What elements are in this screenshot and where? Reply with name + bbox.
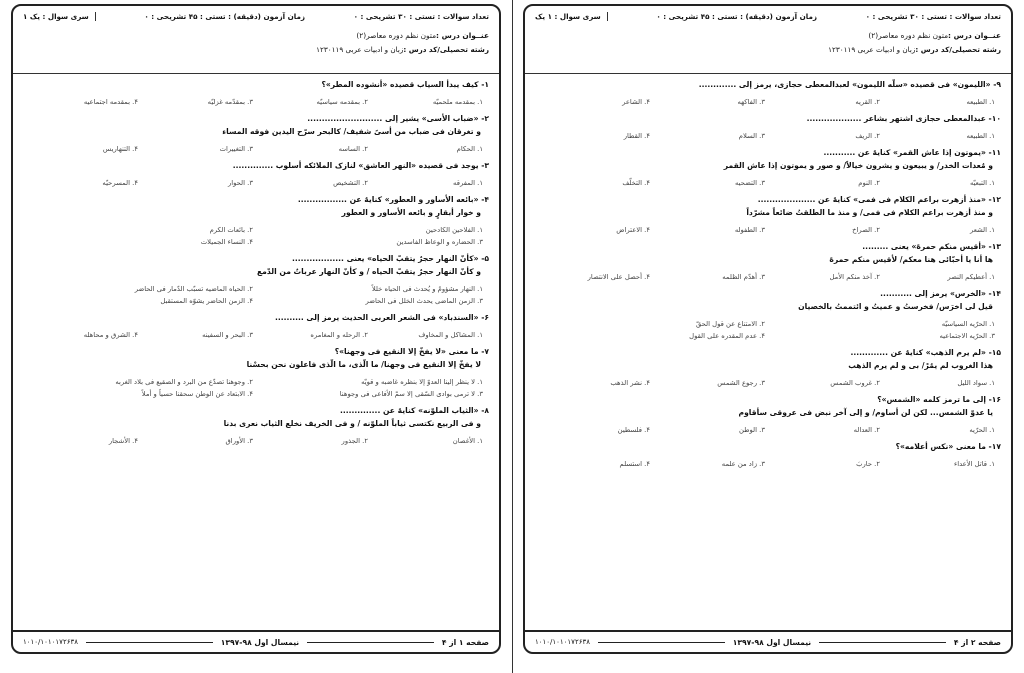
semester: نیمسال اول ۹۸-۱۳۹۷ — [220, 637, 300, 647]
answer-options — [23, 177, 489, 189]
question-count: تعداد سوالات : تستی : ۳۰ تشریحی : ۰ — [353, 12, 489, 21]
answer-option: ۴. بمقدمه اجتماعیه — [83, 98, 138, 106]
answer-option: ۱. أعطیکم النصر — [947, 273, 995, 281]
exam-page-1 — [11, 4, 501, 654]
field-code-value: زبان و ادبیات عربی ۱۲۳۰۱۱۹ — [316, 45, 404, 54]
question-item — [23, 78, 489, 108]
answer-option: ۳. الطفوله — [734, 226, 765, 234]
answer-option: ۴. الشاعر — [622, 98, 650, 106]
question-stem: ۱۰- عبدالمعطی حجازی اشتهر بشاعر ................... — [806, 114, 1001, 123]
answer-options — [535, 177, 1001, 189]
answer-options — [535, 130, 1001, 142]
answer-option: ۱. بمقدمه ملحمیّه — [432, 98, 483, 106]
answer-option: ۳. زاد من علمه — [721, 460, 765, 468]
question-stem: ۳- یوجد فی قصیده «النهر العاشق» لنازک الملائکه أسلوب .............. — [232, 161, 489, 170]
question-item — [535, 393, 1001, 436]
answer-option: ۲. الامتناع عن قول الحقّ — [695, 320, 765, 328]
field-code-label: رشته تحصیلی/کد درس : — [403, 45, 489, 54]
answer-option: ۲. العداله — [853, 426, 880, 434]
question-verse: لا یفخّ إلا النقیع فی وجهنا/ ما الّذی، ما الّذی فاعلون نحن بحسْنا — [246, 360, 481, 369]
question-stem: ۴- «بائعه الأساور و العطور» کنایهٌ عن ................. — [297, 195, 489, 204]
answer-options — [23, 96, 489, 108]
question-stem: ۱۷- ما معنی «نکس أعلامه»؟ — [895, 442, 1001, 451]
question-item — [23, 404, 489, 447]
field-code-row — [13, 40, 499, 54]
answer-option: ۳. أهدّم الظلمه — [722, 273, 765, 281]
exam-header — [525, 6, 1011, 74]
answer-option: ۴. عدم المقدره علی القول — [689, 332, 765, 340]
footer-rule — [307, 642, 434, 643]
footer-rule — [86, 642, 213, 643]
answer-option: ۱. النهار مشؤومٌ و یُحدث فی الحیاه خللاً — [371, 285, 483, 293]
exam-header — [13, 6, 499, 74]
answer-options — [23, 224, 489, 248]
question-verse: قیل لی اخرَس/ فخرستُ و عمیتُ و ائتممتُ بالخصیان — [798, 302, 993, 311]
answer-option: ۴. الاعتراض — [616, 226, 650, 234]
exam-code: ۱۰۱۰/۱۰۱۰۱۷۲۶۳۸ — [22, 638, 78, 646]
question-verse: و تغرقان فی ضباب من أسیً شفیف/ کالبحر سرّح الیدین فوقه المساء — [222, 127, 481, 136]
course-title-value: متون نظم دوره معاصر(۲) — [356, 31, 437, 40]
answer-option: ۲. الصراخ — [852, 226, 880, 234]
answer-option: ۳. لا ترمی بوادی السّقی إلا سمّ الأفاعی فی وجوهنا — [339, 390, 483, 398]
question-verse: و فی الربیع نکتسی ثیاباً الملوّنه / و فی الخریف نخلع الثیاب نعری بدنا — [223, 419, 481, 428]
answer-option: ۳. الحضاره و الوعاظ الفاسدین — [396, 238, 483, 246]
question-item — [23, 159, 489, 189]
question-stem: ۱۱- «یموتون إذا عاش القمر» کنایهٌ عن ........... — [823, 148, 1001, 157]
question-verse: و مُعدات الخدر/ و یبیعون و یشرون خیالاً/ و صور و یموتون إذا عاش القمر — [723, 161, 993, 170]
answer-option: ۲. الحیاه الماضیه تسبّب الدّمار فی الحاضر — [134, 285, 253, 293]
footer-rule — [598, 642, 725, 643]
exam-footer — [13, 630, 499, 652]
answer-options — [535, 377, 1001, 389]
question-item — [23, 252, 489, 307]
question-stem: ۱۴- «الخرس» یرمز إلی ........... — [880, 289, 1001, 298]
question-stem: ۹- «اللیمون» فی قصیده «سلّه اللیمون» لعبدالمعطی حجازی، یرمز إلی ............. — [698, 80, 1001, 89]
exam-time: زمان آزمون (دقیقه) : تستی : ۴۵ تشریحی : ۰ — [656, 12, 818, 21]
field-code-value: زبان و ادبیات عربی ۱۲۳۰۱۱۹ — [828, 45, 916, 54]
question-list — [13, 74, 499, 447]
answer-option: ۲. غروب الشمس — [830, 379, 880, 387]
question-item — [535, 287, 1001, 342]
answer-option: ۱. الطبیعه — [966, 132, 995, 140]
answer-options — [535, 96, 1001, 108]
question-item — [535, 78, 1001, 108]
page-divider — [512, 0, 513, 673]
answer-options — [23, 329, 489, 341]
answer-option: ۲. بمقدمه سیاسیّه — [316, 98, 368, 106]
question-verse: و کأنّ النهار حجرٌ یتقبّ الحیاه / و کأنّ النهار عرباتٌ من الدّمع — [256, 267, 481, 276]
question-verse: و خوار أبقارٍ و بائعه الأساور و العطور — [341, 208, 481, 217]
exam-time: زمان آزمون (دقیقه) : تستی : ۴۵ تشریحی : ۰ — [144, 12, 306, 21]
answer-option: ۴. نشر الذهب — [610, 379, 650, 387]
question-stem: ۸- «الثیاب الملوّنه» کنایهٌ عن .............. — [339, 406, 489, 415]
header-row-info — [13, 6, 499, 21]
question-verse: هذا الغروب لم یمُرْ/ بی و لم یرم الذهب — [848, 361, 993, 370]
answer-option: ۲. القریه — [855, 98, 880, 106]
exam-footer — [525, 630, 1011, 652]
answer-option: ۱. الحرّیه — [969, 426, 995, 434]
answer-option: ۱. التبعیّه — [969, 179, 995, 187]
answer-option: ۳. التضحیه — [735, 179, 765, 187]
answer-options — [23, 283, 489, 307]
answer-option: ۱. الأغصان — [452, 437, 483, 445]
answer-option: ۲. الرحله و المغامره — [310, 331, 368, 339]
answer-option: ۳. التغییرات — [219, 145, 253, 153]
course-title-label: عنــوان درس : — [948, 31, 1001, 40]
question-item — [535, 112, 1001, 142]
answer-option: ۲. وجوهنا تصدّع من البرد و الصقیع فی بلاد الغربه — [115, 378, 253, 386]
question-stem: ۵- «کأنّ النهار حجرٌ یتقبّ الحیاه» یعنی .................. — [292, 254, 489, 263]
question-list — [525, 74, 1011, 470]
answer-option: ۳. الأوراق — [225, 437, 253, 445]
answer-option: ۲. آخذ منکم الأمل — [829, 273, 880, 281]
question-stem: ۱۵- «لم یرم الذهب» کنایهٌ عن ............. — [850, 348, 1001, 357]
question-series: سری سوال : ۱ یک — [535, 12, 608, 21]
answer-option: ۴. الزمن الحاضر یشوّه المستقبل — [160, 297, 253, 305]
question-verse: ها أنا یا أحبّائی هنا معکم/ لأقیس منکم حمرهً — [829, 255, 993, 264]
answer-option: ۱. الحکام — [456, 145, 483, 153]
answer-option: ۱. المشاکل و المخاوف — [418, 331, 483, 339]
page-number: صفحه ۱ از ۴ — [441, 637, 489, 647]
exam-page-2 — [523, 4, 1013, 654]
answer-option: ۱. الحرّیه السیاسیّه — [941, 320, 995, 328]
answer-options — [23, 143, 489, 155]
question-stem: ۱۶- إلی ما ترمز کلمه «الشمس»؟ — [877, 395, 1001, 404]
answer-option: ۴. أحصل علی الانتصار — [587, 273, 650, 281]
question-count: تعداد سوالات : تستی : ۳۰ تشریحی : ۰ — [865, 12, 1001, 21]
answer-options — [23, 435, 489, 447]
answer-option: ۲. التشخیص — [333, 179, 368, 187]
question-verse: و منذ أزهرت براعم الکلام فی فمی/ و منذ ما الطلقتُ ضائعاً مشرّداً — [746, 208, 993, 217]
answer-option: ۳. رجوع الشمس — [717, 379, 765, 387]
answer-option: ۴. الشرق و محاهله — [83, 331, 138, 339]
question-stem: ۱- کیف یبدأ السیاب قصیده «أنشوده المطر»؟ — [321, 80, 489, 89]
answer-option: ۴. التخلّف — [622, 179, 650, 187]
answer-option: ۴. استسلم — [619, 460, 650, 468]
question-stem: ۲- «ضباب الأسی» یشیر إلی .......................... — [307, 114, 489, 123]
footer-rule — [819, 642, 946, 643]
header-row-info — [525, 6, 1011, 21]
page-number: صفحه ۲ از ۴ — [953, 637, 1001, 647]
question-verse: یا عدوّ الشمس... لکن لن أساوم/ و إلی آخر نبض فی عروقی سأقاوم — [738, 408, 993, 417]
question-item — [23, 311, 489, 341]
answer-options — [23, 376, 489, 400]
course-title-label: عنــوان درس : — [436, 31, 489, 40]
answer-option: ۴. الأشجار — [108, 437, 138, 445]
answer-option: ۱. المفرقه — [453, 179, 483, 187]
course-title-row — [525, 21, 1011, 40]
answer-option: ۲. الجذور — [341, 437, 368, 445]
question-item — [535, 346, 1001, 389]
answer-options — [535, 424, 1001, 436]
question-item — [23, 112, 489, 155]
answer-option: ۲. الساسه — [338, 145, 368, 153]
answer-option: ۳. السلام — [738, 132, 765, 140]
question-item — [535, 240, 1001, 283]
answer-option: ۱. قاتل الأعداء — [954, 460, 995, 468]
answer-option: ۲. حاربَ — [856, 460, 880, 468]
question-stem: ۷- ما معنی «لا یفخّ إلا النقیع فی وجهنا»؟ — [334, 347, 489, 356]
question-stem: ۱۳- «أقیس منکم حمرهً» یعنی ......... — [862, 242, 1001, 251]
answer-option: ۴. المسرحیّه — [102, 179, 138, 187]
answer-option: ۳. البحر و السفینه — [202, 331, 253, 339]
question-stem: ۶- «السندباد» فی الشعر العربی الحدیث یرمز إلی .......... — [274, 313, 489, 322]
question-stem: ۱۲- «منذ أزهرت براعم الکلام فی فمی» کنایهٌ عن .................... — [757, 195, 1001, 204]
answer-options — [535, 458, 1001, 470]
semester: نیمسال اول ۹۸-۱۳۹۷ — [732, 637, 812, 647]
answer-option: ۱. الطبیعه — [966, 98, 995, 106]
question-item — [535, 146, 1001, 189]
answer-option: ۳. الحوار — [227, 179, 253, 187]
question-item — [535, 440, 1001, 470]
answer-option: ۳. الزمن الماضی یحدث الخلل فی الحاضر — [365, 297, 483, 305]
field-code-label: رشته تحصیلی/کد درس : — [915, 45, 1001, 54]
answer-options — [535, 224, 1001, 236]
answer-option: ۴. الابتعاد عن الوطن سحقنا حسیاً و أملاً — [141, 390, 253, 398]
answer-option: ۲. بائعات الکرم — [209, 226, 253, 234]
field-code-row — [525, 40, 1011, 54]
question-series: سری سوال : یک ۱ — [23, 12, 96, 21]
question-item — [23, 345, 489, 400]
answer-option: ۴. القطار — [623, 132, 650, 140]
question-item — [535, 193, 1001, 236]
answer-option: ۴. فلسطین — [617, 426, 650, 434]
answer-options — [535, 318, 1001, 342]
answer-option: ۴. التنهاریس — [102, 145, 138, 153]
answer-option: ۳. الفاکهه — [737, 98, 765, 106]
answer-option: ۱. لا ینظر إلینا العدوّ إلا بنظره غاضبه و قویّه — [361, 378, 483, 386]
answer-option: ۳. الحرّیه الاجتماعیه — [939, 332, 995, 340]
answer-option: ۲. الریف — [855, 132, 880, 140]
answer-option: ۱. الفلاحین الکادحین — [425, 226, 483, 234]
answer-option: ۱. الشعر — [969, 226, 995, 234]
exam-code: ۱۰۱۰/۱۰۱۰۱۷۲۶۳۸ — [534, 638, 590, 646]
question-item — [23, 193, 489, 248]
answer-option: ۱. سواد اللیل — [957, 379, 995, 387]
course-title-row — [13, 21, 499, 40]
answer-option: ۴. النساء الجمیلات — [200, 238, 253, 246]
answer-option: ۳. الوطن — [738, 426, 765, 434]
answer-option: ۳. بمقدّمه غزلیّه — [207, 98, 253, 106]
course-title-value: متون نظم دوره معاصر(۲) — [868, 31, 949, 40]
answer-option: ۲. النوم — [858, 179, 880, 187]
answer-options — [535, 271, 1001, 283]
